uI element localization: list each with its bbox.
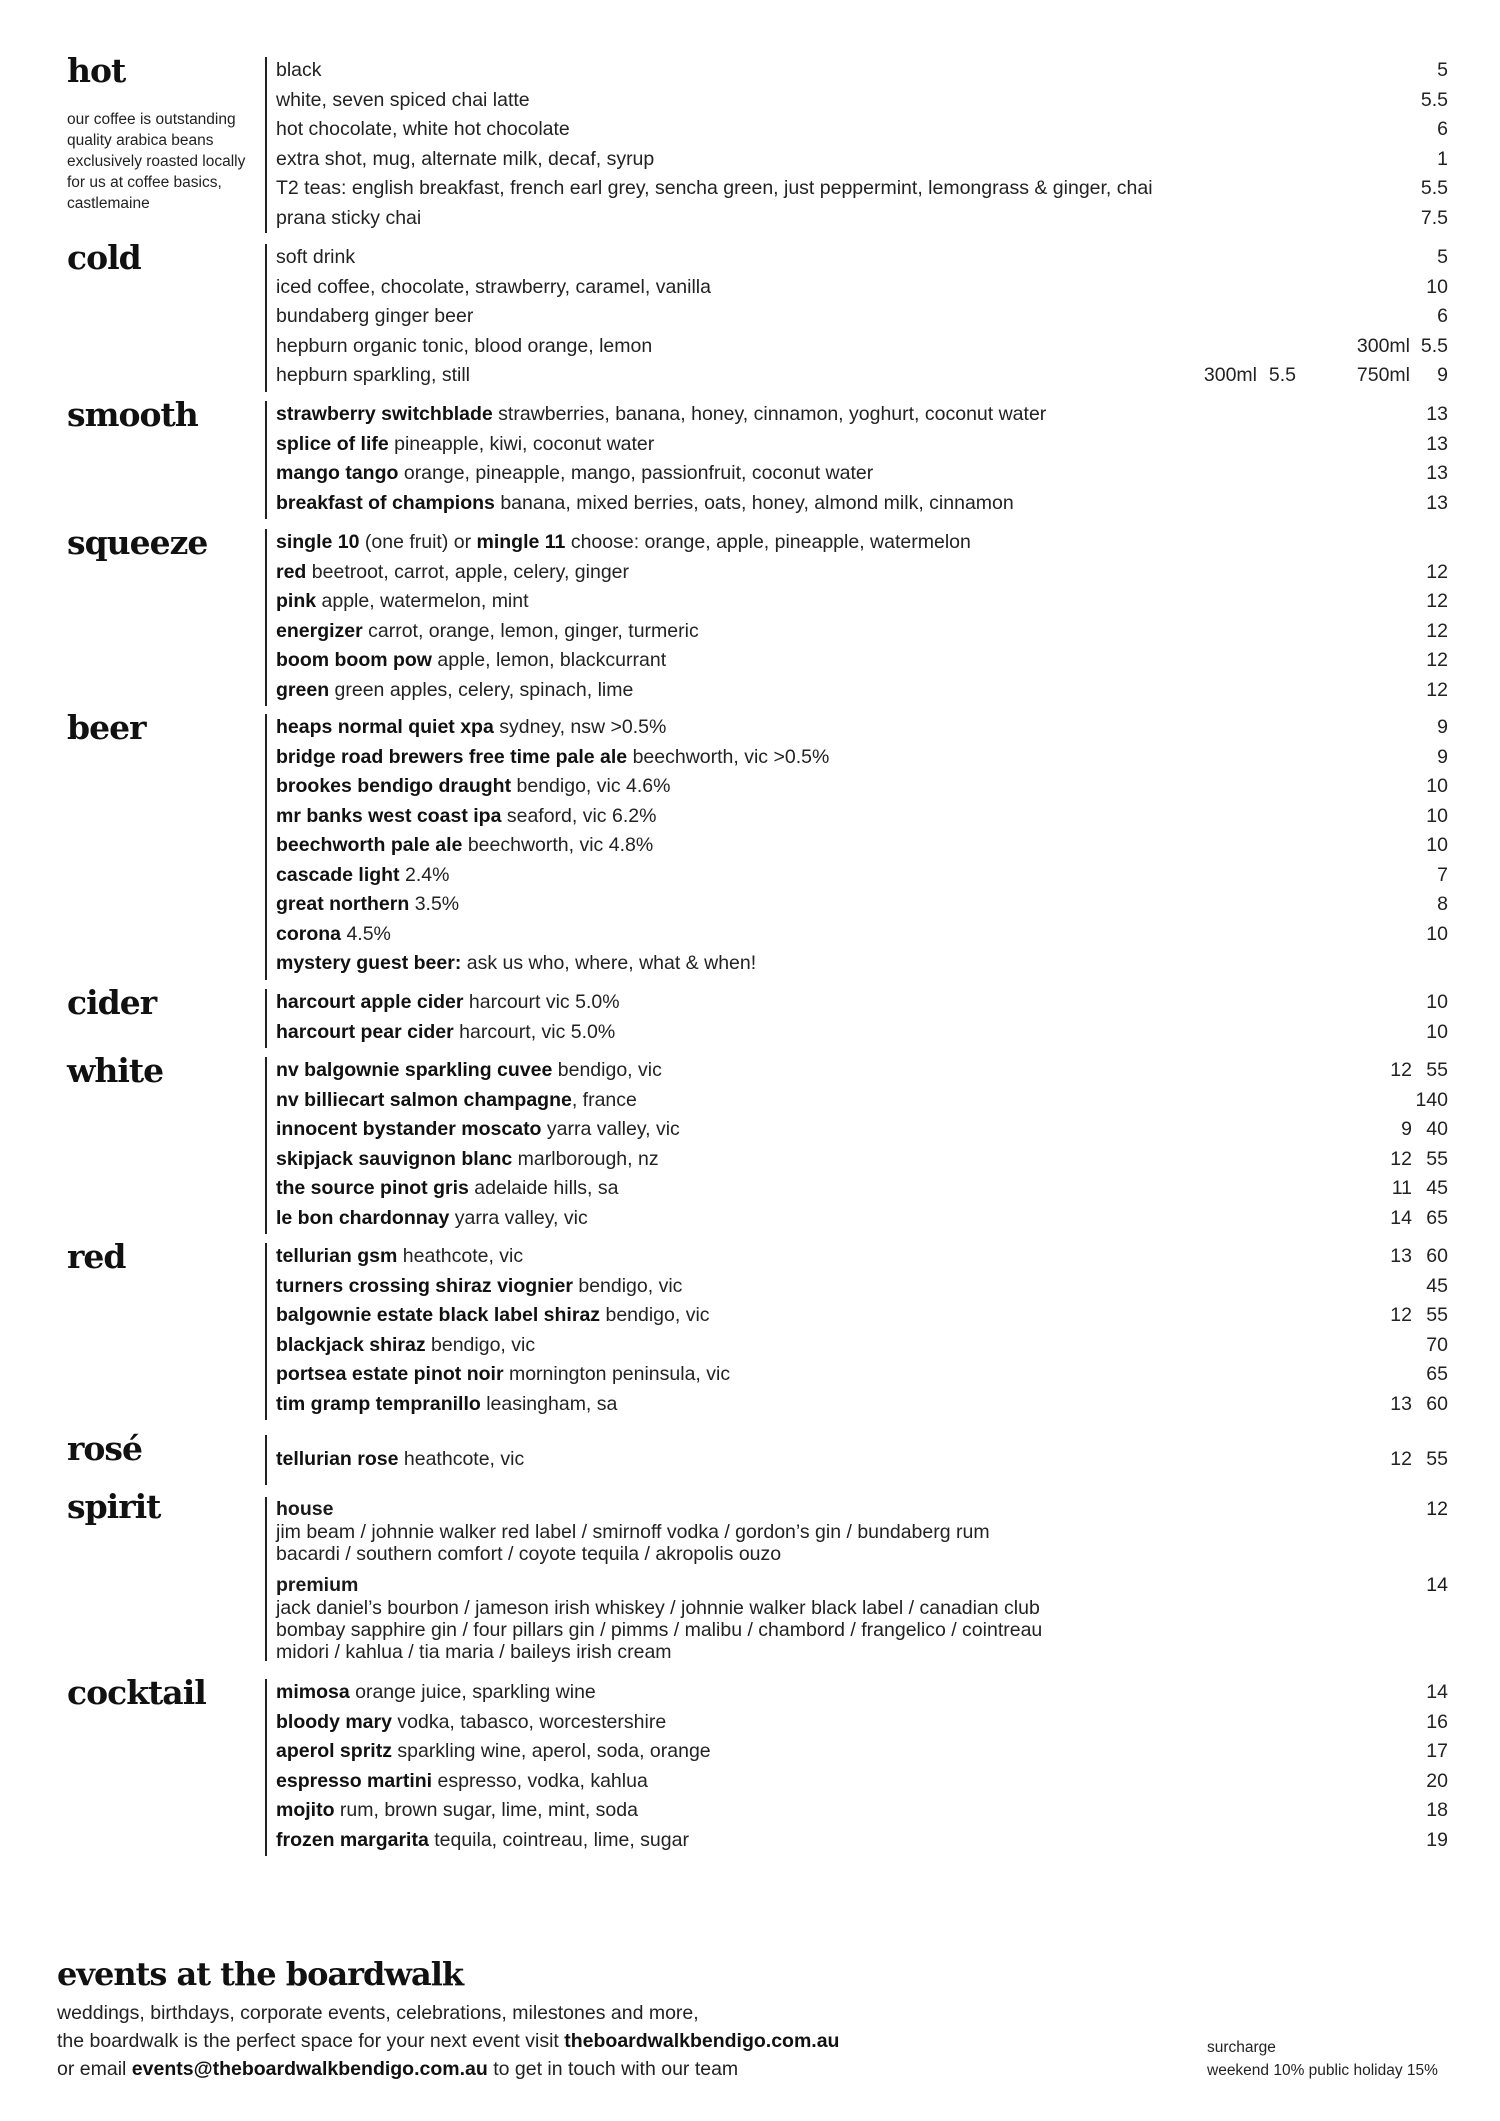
menu-item: beechworth pale ale beechworth, vic 4.8% 10 xyxy=(276,834,1448,856)
menu-item: splice of life pineapple, kiwi, coconut water 13 xyxy=(276,432,1448,455)
menu-item: white, seven spiced chai latte 5.5 xyxy=(276,88,1448,111)
menu-item: le bon chardonnay yarra valley, vic 14 65 xyxy=(276,1206,1448,1229)
menu-item: skipjack sauvignon blanc marlborough, nz 12 55 xyxy=(276,1147,1448,1170)
menu-item: harcourt apple cider harcourt vic 5.0% 10 xyxy=(276,991,1448,1013)
menu-item: portsea estate pinot noir mornington peninsula, vic 65 xyxy=(276,1363,1448,1385)
section-title-spirit: spirit xyxy=(67,1487,161,1526)
spirit-premium: premium 14 jack daniel’s bourbon / jameson irish whiskey / johnnie walker black label / canadian club bombay sapphire gin / four pillars gin / pimms / malibu / chambord / frangelico / cointreau midori / kahlua / tia maria / baileys irish cream xyxy=(276,1574,1448,1663)
divider-cocktail xyxy=(265,1679,267,1856)
menu-item: espresso martini espresso, vodka, kahlua 20 xyxy=(276,1769,1448,1792)
menu-item: tellurian gsm heathcote, vic 13 60 xyxy=(276,1245,1448,1267)
events-line-1: weddings, birthdays, corporate events, celebrations, milestones and more, xyxy=(57,2002,699,2024)
menu-item: mystery guest beer: ask us who, where, what & when! xyxy=(276,952,757,974)
menu-item: cascade light 2.4% 7 xyxy=(276,863,1448,886)
menu-item: green green apples, celery, spinach, lime 12 xyxy=(276,678,1448,701)
section-title-cocktail: cocktail xyxy=(67,1673,206,1712)
menu-item: balgownie estate black label shiraz bendigo, vic 12 55 xyxy=(276,1304,1448,1326)
divider-white xyxy=(265,1057,267,1234)
events-line-3: or email events@theboardwalkbendigo.com.au to get in touch with our team xyxy=(57,2058,739,2080)
events-line-2: the boardwalk is the perfect space for your next event visit theboardwalkbendigo.com.au xyxy=(57,2030,840,2052)
menu-item: iced coffee, chocolate, strawberry, caramel, vanilla 10 xyxy=(276,275,1448,298)
menu-item: heaps normal quiet xpa sydney, nsw >0.5% 9 xyxy=(276,716,1448,738)
menu-item: red beetroot, carrot, apple, celery, ginger 12 xyxy=(276,560,1448,583)
menu-item: boom boom pow apple, lemon, blackcurrant 12 xyxy=(276,649,1448,671)
menu-item: bundaberg ginger beer 6 xyxy=(276,305,1448,327)
menu-item: harcourt pear cider harcourt, vic 5.0% 10 xyxy=(276,1020,1448,1043)
divider-squeeze xyxy=(265,529,267,706)
section-title-red: red xyxy=(67,1237,126,1276)
menu-item: mimosa orange juice, sparkling wine 14 xyxy=(276,1681,1448,1703)
divider-red xyxy=(265,1243,267,1420)
menu-item: strawberry switchblade strawberries, banana, honey, cinnamon, yoghurt, coconut water 13 xyxy=(276,403,1448,425)
menu-item: bridge road brewers free time pale ale beechworth, vic >0.5% 9 xyxy=(276,745,1448,768)
divider-smooth xyxy=(265,401,267,519)
menu-item: the source pinot gris adelaide hills, sa 11 45 xyxy=(276,1177,1448,1199)
menu-item: T2 teas: english breakfast, french earl grey, sencha green, just peppermint, lemongrass & ginger, chai 5.5 xyxy=(276,177,1448,199)
divider-hot xyxy=(265,57,267,233)
spirit-house: house 12 jim beam / johnnie walker red label / smirnoff vodka / gordon’s gin / bundaberg rum bacardi / southern comfort / coyote tequila / akropolis ouzo xyxy=(276,1498,1448,1565)
menu-item: hot chocolate, white hot chocolate 6 xyxy=(276,118,1448,140)
divider-rose xyxy=(265,1435,267,1485)
divider-beer xyxy=(265,714,267,980)
menu-item: tellurian rose heathcote, vic 12 55 xyxy=(276,1448,1448,1470)
menu-item: blackjack shiraz bendigo, vic 70 xyxy=(276,1333,1448,1356)
events-email-link[interactable]: events@theboardwalkbendigo.com.au xyxy=(131,2058,488,2080)
menu-item: energizer carrot, orange, lemon, ginger, turmeric 12 xyxy=(276,619,1448,642)
menu-item: turners crossing shiraz viognier bendigo, vic 45 xyxy=(276,1274,1448,1297)
menu-item: frozen margarita tequila, cointreau, lime, sugar 19 xyxy=(276,1828,1448,1851)
menu-item: mango tango orange, pineapple, mango, passionfruit, coconut water 13 xyxy=(276,462,1448,484)
menu-item: tim gramp tempranillo leasingham, sa 13 60 xyxy=(276,1392,1448,1415)
menu-item: black 5 xyxy=(276,59,1448,81)
menu-item: brookes bendigo draught bendigo, vic 4.6% 10 xyxy=(276,775,1448,797)
menu-item: nv balgownie sparkling cuvee bendigo, vic 12 55 xyxy=(276,1059,1448,1081)
divider-spirit xyxy=(265,1497,267,1661)
menu-item: prana sticky chai 7.5 xyxy=(276,206,1448,229)
surcharge-detail: weekend 10% public holiday 15% xyxy=(1207,2062,1438,2079)
menu-item: aperol spritz sparkling wine, aperol, soda, orange 17 xyxy=(276,1740,1448,1762)
section-title-smooth: smooth xyxy=(67,395,198,434)
menu-item: corona 4.5% 10 xyxy=(276,922,1448,945)
menu-item: hepburn organic tonic, blood orange, lemon 300ml 5.5 xyxy=(276,334,1448,357)
section-title-white: white xyxy=(67,1051,164,1090)
events-title: events at the boardwalk xyxy=(57,1955,464,1993)
coffee-note: our coffee is outstanding quality arabica beans exclusively roasted locally for us at coffee basics, castlemaine xyxy=(67,111,246,212)
section-title-hot: hot xyxy=(67,51,126,90)
menu-item: innocent bystander moscato yarra valley, vic 9 40 xyxy=(276,1118,1448,1140)
menu-item: mojito rum, brown sugar, lime, mint, soda 18 xyxy=(276,1799,1448,1821)
section-title-rose: rosé xyxy=(67,1429,142,1468)
menu-item: hepburn sparkling, still 300ml 5.5 750ml 9 xyxy=(276,364,1448,386)
menu-item: pink apple, watermelon, mint 12 xyxy=(276,590,1448,612)
menu-item: nv billiecart salmon champagne, france 140 xyxy=(276,1088,1448,1111)
menu-item: breakfast of champions banana, mixed berries, oats, honey, almond milk, cinnamon 13 xyxy=(276,491,1448,514)
menu-item: great northern 3.5% 8 xyxy=(276,893,1448,915)
menu-item: mr banks west coast ipa seaford, vic 6.2% 10 xyxy=(276,804,1448,827)
section-title-cider: cider xyxy=(67,983,157,1022)
surcharge-label: surcharge xyxy=(1207,2039,1276,2056)
section-title-cold: cold xyxy=(67,238,141,277)
divider-cold xyxy=(265,244,267,392)
menu-item: bloody mary vodka, tabasco, worcestershire 16 xyxy=(276,1710,1448,1733)
section-title-squeeze: squeeze xyxy=(67,523,208,562)
events-website-link[interactable]: theboardwalkbendigo.com.au xyxy=(564,2030,840,2052)
menu-item: soft drink 5 xyxy=(276,246,1448,268)
divider-cider xyxy=(265,989,267,1048)
menu-item: extra shot, mug, alternate milk, decaf, syrup 1 xyxy=(276,147,1448,170)
squeeze-intro: single 10 (one fruit) or mingle 11 choose: orange, apple, pineapple, watermelon xyxy=(276,531,971,553)
section-title-beer: beer xyxy=(67,708,146,747)
